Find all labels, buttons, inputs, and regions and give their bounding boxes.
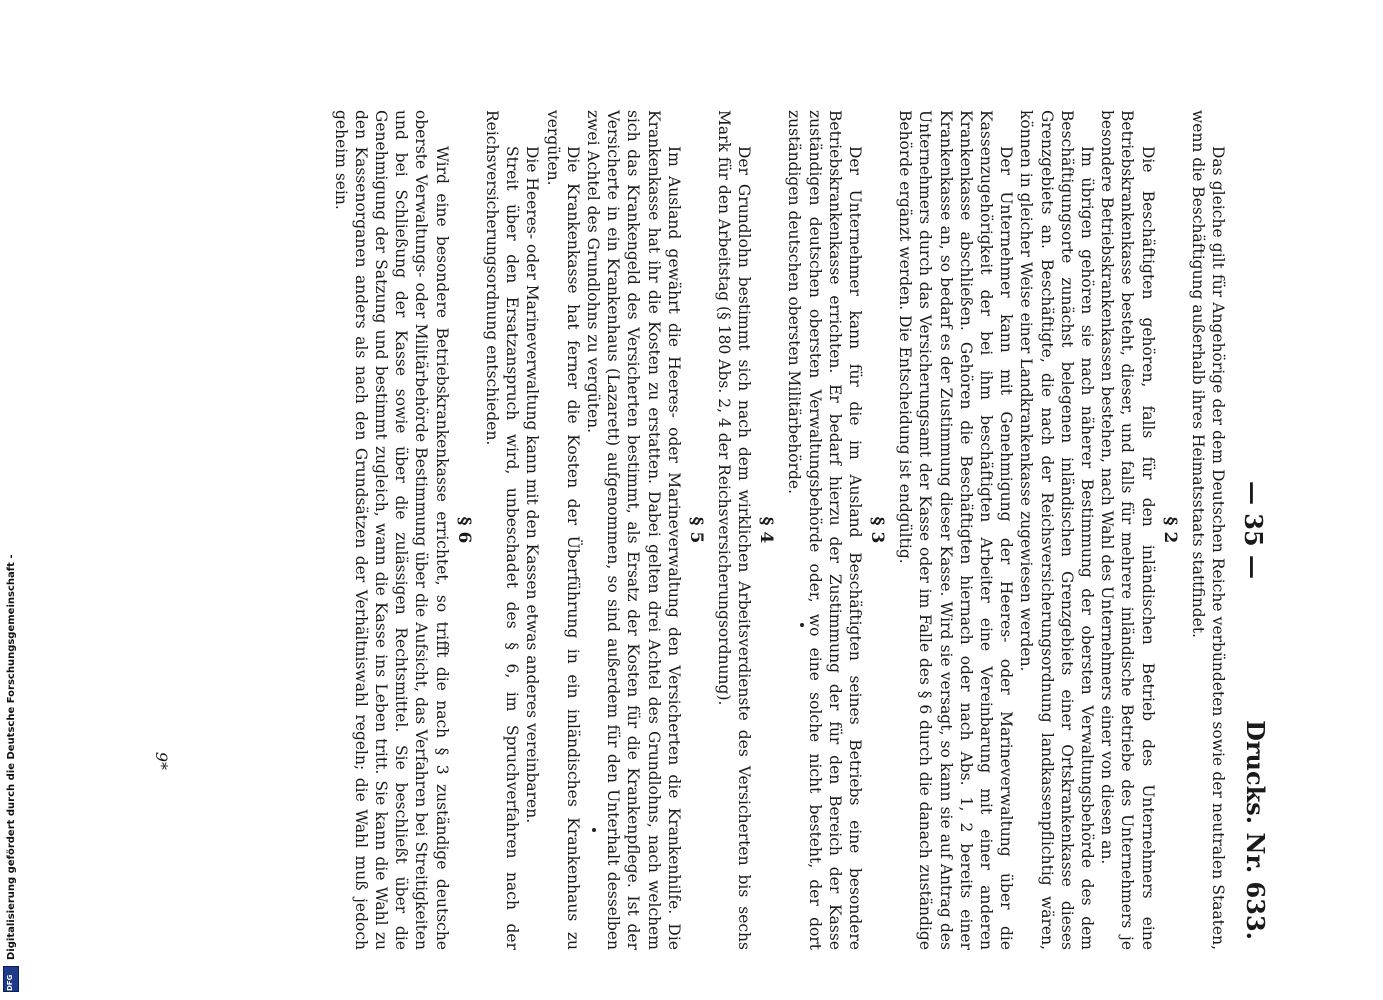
section-3-paragraph-1: Der Unternehmer kann für die im Ausland Beschäftigten seines Betriebs eine besondere Betriebskrankenkasse errichten. Er bedarf hierzu der Zustimmung der für den Bereich der Kasse zuständigen deutschen obersten Verwaltungsbehörde oder, wo eine solche nicht besteht, der dort zuständigen deutschen obersten Militärbehörde. bbox=[785, 110, 864, 950]
section-5-paragraph-2: Die Krankenkasse hat ferner die Kosten der Überführung in ein inländisches Krankenhaus zu vergüten. bbox=[543, 110, 582, 950]
dfg-logo-icon bbox=[3, 966, 19, 992]
section-5-paragraph-4: Streit über den Ersatzanspruch wird, unbeschadet des § 6, im Spruchverfahren nach der Reichsversicherungsordnung entschieden. bbox=[482, 110, 522, 950]
section-2-heading: § 2 bbox=[1159, 516, 1180, 544]
section-6-paragraph-1: Wird eine besondere Betriebskrankenkasse errichtet, so trifft die nach § 3 zuständige deutsche oberste Verwaltungs- oder Militärbehörde Bestimmung über die Aufsicht, das Verfahren bei Streitigkeiten und bei Schließung der Kasse sowie über die zulässigen Rechtsmittel. Sie beschließt über die Genehmigung der Satzung und bestimmt zugleich, wann die Kasse ins Leben tritt. Sie kann die Wahl zu den Kassenorganen anders als nach den Grundsätzen der Verhältniswahl regeln; die Wahl muß jedoch geheim sein. bbox=[331, 110, 451, 950]
section-4-paragraph-1: Der Grundlohn bestimmt sich nach dem wirklichen Arbeitsverdienste des Versicherten bis sechs Mark für den Arbeitstag (§ 180 Abs. 2, 4 der Reichsversicherungsordnung). bbox=[714, 110, 754, 950]
rotated-scan-content bbox=[140, 110, 1270, 950]
signature-mark: 9* bbox=[152, 751, 171, 770]
section-5-paragraph-1: Im Ausland gewährt die Heeres- oder Marineverwaltung den Versicherten die Krankenhilfe. Die Krankenkasse hat ihr die Kosten zu erstatten. Dabei gelten drei Achtel des Grundlohns, nach welchem sich das Krankengeld des Versicherten bestimmt, als Ersatz der Kosten für die Krankenpflege. Ist der Versicherte in ein Krankenhaus (Lazarett) aufgenommen, so sind außerdem für den Unterhalt desselben zwei Achtel des Grundlohns zu vergüten. bbox=[583, 110, 683, 950]
section-2-paragraph-1: Die Beschäftigten gehören, falls für den inländischen Betrieb des Unternehmers eine Betriebskrankenkasse besteht, dieser, und falls für mehrere inländische Betriebe des Unternehmers je besondere Betriebskrankenkassen bestehen, nach Wahl des Unternehmers einer von diesen an. bbox=[1098, 110, 1157, 950]
intro-paragraph: Das gleiche gilt für Angehörige der dem Deutschen Reiche verbündeten sowie der neutralen Staaten, wenn die Beschäftigung außerhalb ihres Heimatsstaats stattfindet. bbox=[1188, 110, 1227, 950]
scan-speck bbox=[800, 623, 804, 627]
section-6-heading: § 6 bbox=[453, 516, 474, 544]
section-2-paragraph-3: Der Unternehmer kann mit Genehmigung der Heeres- oder Marineverwaltung über die Kassenzugehörigkeit der bei ihm beschäftigten Arbeiter eine Vereinbarung mit einer anderen Krankenkasse abschließen. Gehören die Beschäftigten hiernach oder nach Abs. 1, 2 bereits einer Krankenkasse an, so bedarf es der Zustimmung dieser Kasse. Wird sie versagt, so kann sie auf Antrag des Unternehmers durch das Versicherungsamt der Kasse oder im Falle des § 6 durch die danach zuständige Behörde ergänzt werden. Die Entscheidung ist endgültig. bbox=[896, 110, 1016, 950]
scan-speck bbox=[592, 828, 596, 832]
section-5-paragraph-3: Die Heeres- oder Marineverwaltung kann mit den Kassen etwas anderes vereinbaren. bbox=[523, 146, 542, 824]
dfg-logo-text: DFG bbox=[6, 974, 14, 991]
page-number: — 35 — bbox=[1239, 480, 1268, 580]
section-4-heading: § 4 bbox=[756, 516, 777, 544]
digitization-stamp bbox=[4, 554, 20, 992]
section-5-heading: § 5 bbox=[685, 516, 706, 544]
print-reference: Drucks. Nr. 633. bbox=[1241, 720, 1270, 940]
section-2-paragraph-2: Im übrigen gehören sie nach näherer Bestimmung der obersten Verwaltungsbehörde des dem Beschäftigungsorte zunächst belegenen inländischen Grenzgebiets einer Ortskrankenkasse dieses Grenzgebiets an. Beschäftigte, die nach der Reichsversicherungsordnung landkassenpflichtig wären, können in gleicher Weise einer Landkrankenkasse zugewiesen werden. bbox=[1017, 110, 1096, 950]
digitization-stamp-text: Digitalisierung gefördert durch die Deutsche Forschungsgemeinschaft - bbox=[6, 554, 17, 960]
page-header bbox=[1236, 110, 1270, 950]
section-3-heading: § 3 bbox=[866, 516, 887, 544]
